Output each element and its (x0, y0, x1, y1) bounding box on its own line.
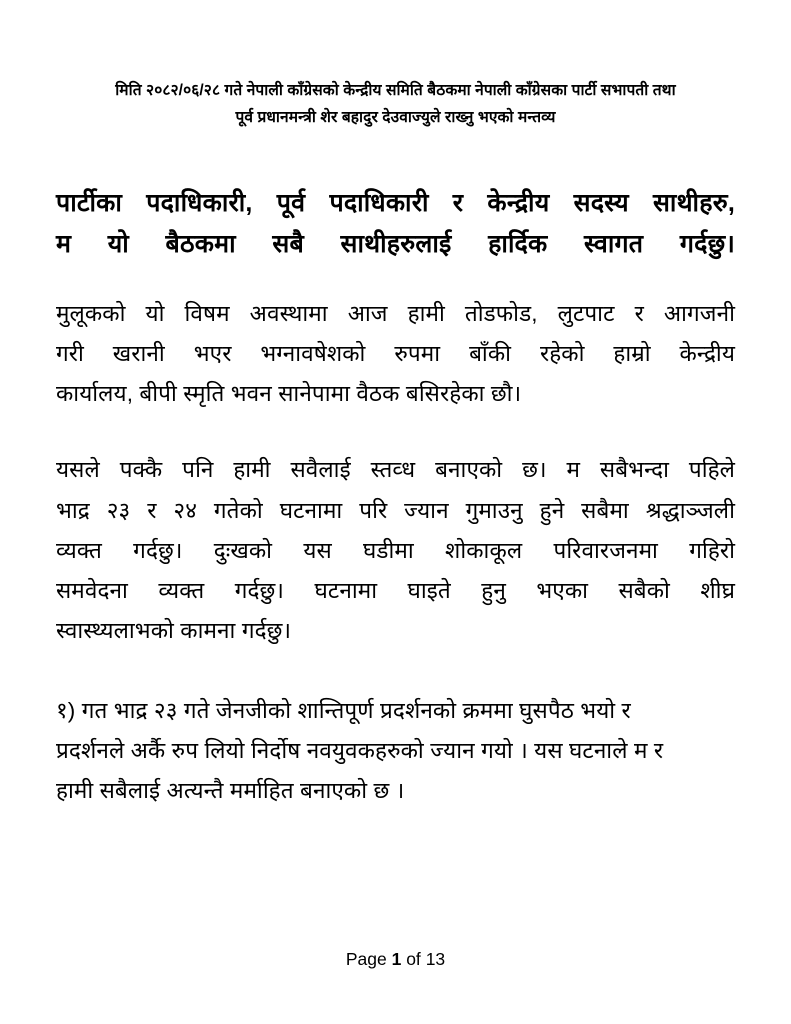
paragraph-2-line-3: व्यक्त गर्दछु। दुःखको यस घडीमा शोकाकूल परिवारजनमा गहिरो (56, 537, 735, 563)
paragraph-3-line-1: १) गत भाद्र २३ गते जेनजीको शान्तिपूर्ण प्रदर्शनको क्रममा घुसपैठ भयो र (56, 697, 631, 723)
paragraph-3-line-2: प्रदर्शनले अर्कै रुप लियो निर्दोष नवयुवकहरुको ज्यान गयो । यस घटनाले म र (56, 737, 664, 763)
paragraph-3-line-3: हामी सबैलाई अत्यन्तै मर्माहित बनाएको छ । (56, 777, 405, 803)
paragraph-1 (56, 294, 735, 414)
paragraph-3-numbered (56, 691, 735, 811)
paragraph-2-line-1: यसले पक्कै पनि हामी सवैलाई स्तव्ध बनाएको छ। म सबैभन्दा पहिले (56, 457, 735, 483)
footer-page-total: 13 (425, 949, 446, 969)
footer-of-label: of (406, 949, 421, 969)
document-header (70, 78, 721, 131)
paragraph-2-line-2: भाद्र २३ र २४ गतेको घटनामा परि ज्यान गुमाउनु हुने सबैमा श्रद्धाञ्जली (56, 497, 735, 523)
paragraph-2-line-4: समवेदना व्यक्त गर्दछु। घटनामा घाइते हुनु भएका सबैको शीघ्र (56, 577, 735, 603)
footer-page-label: Page (345, 949, 387, 969)
paragraph-2 (56, 450, 735, 650)
title-line-1: पार्टीका पदाधिकारी, पूर्व पदाधिकारी र केन्द्रीय सदस्य साथीहरु, (56, 189, 735, 218)
page-footer (0, 949, 791, 970)
document-title (56, 183, 735, 264)
paragraph-1-line-1: मुलूकको यो विषम अवस्थामा आज हामी तोडफोड, लुटपाट र आगजनी (56, 301, 735, 327)
title-line-2: म यो बैठकमा सबै साथीहरुलाई हार्दिक स्वागत गर्दछु। (56, 229, 735, 258)
paragraph-1-line-2: गरी खरानी भएर भग्नावषेशको रुपमा बाँकी रहेको हाम्रो केन्द्रीय (56, 341, 735, 367)
header-line-2: पूर्व प्रधानमन्त्री शेर बहादुर देउवाज्युले राख्नु भएको मन्तव्य (235, 108, 556, 126)
footer-page-number: 1 (391, 949, 402, 969)
paragraph-2-line-5: स्वास्थ्यलाभको कामना गर्दछु। (56, 617, 292, 643)
paragraph-1-line-3: कार्यालय, बीपी स्मृति भवन सानेपामा वैठक बसिरहेका छौ। (56, 381, 522, 407)
header-line-1: मिति २०८२/०६/२८ गते नेपाली काँग्रेसको केन्द्रीय समिति बैठकमा नेपाली काँग्रेसका पार्टी सभापती तथा (115, 82, 676, 99)
